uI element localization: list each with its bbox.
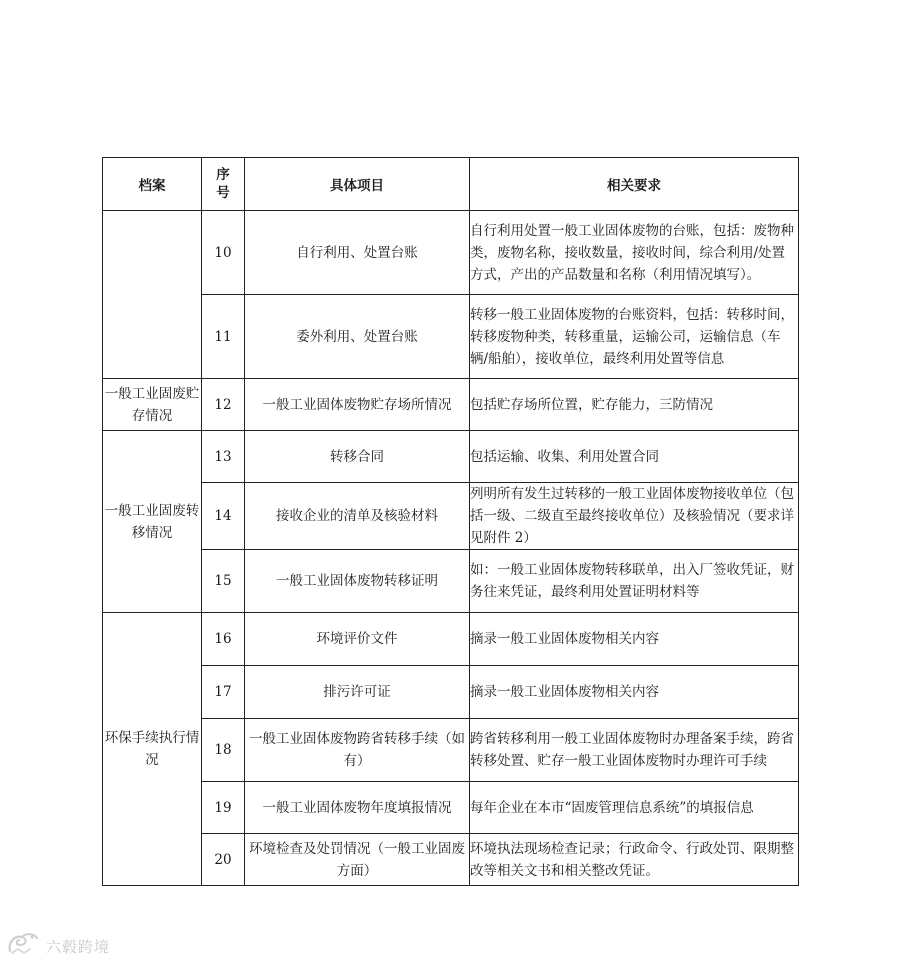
item-cell: 一般工业固体废物贮存场所情况 — [245, 379, 470, 431]
requirement-cell: 每年企业在本市“固废管理信息系统”的填报信息 — [470, 782, 799, 834]
seq-cell: 16 — [202, 613, 245, 666]
table-row — [103, 613, 799, 666]
table-row — [103, 211, 799, 295]
requirement-cell: 摘录一般工业固体废物相关内容 — [470, 666, 799, 719]
requirement-cell: 环境执法现场检查记录；行政命令、行政处罚、限期整改等相关文书和相关整改凭证。 — [470, 834, 799, 886]
archive-group-procedures: 环保手续执行情况 — [103, 613, 202, 886]
table-row — [103, 782, 799, 834]
watermark — [6, 932, 110, 960]
watermark-text: 六毂跨境 — [46, 937, 111, 956]
requirement-cell: 自行利用处置一般工业固体废物的台账，包括：废物种类，废物名称，接收数量，接收时间，综合利用/处置方式，产出的产品数量和名称（利用情况填写）。 — [470, 211, 799, 295]
table-header-row — [103, 158, 799, 211]
table-row — [103, 431, 799, 483]
seq-cell: 15 — [202, 550, 245, 613]
seq-cell: 11 — [202, 295, 245, 379]
requirement-cell: 如：一般工业固体废物转移联单，出入厂签收凭证，财务往来凭证，最终利用处置证明材料等 — [470, 550, 799, 613]
table-row — [103, 295, 799, 379]
item-cell: 一般工业固体废物转移证明 — [245, 550, 470, 613]
header-seq: 序号 — [202, 158, 245, 211]
item-cell: 环境检查及处罚情况（一般工业固废方面） — [245, 834, 470, 886]
seq-cell: 20 — [202, 834, 245, 886]
requirement-cell: 摘录一般工业固体废物相关内容 — [470, 613, 799, 666]
requirement-cell: 跨省转移利用一般工业固体废物时办理备案手续，跨省转移处置、贮存一般工业固体废物时办理许可手续 — [470, 719, 799, 782]
seq-cell: 14 — [202, 483, 245, 550]
archive-group-1 — [103, 211, 202, 379]
table-row — [103, 550, 799, 613]
requirement-cell: 列明所有发生过转移的一般工业固体废物接收单位（包括一级、二级直至最终接收单位）及核验情况（要求详见附件 2） — [470, 483, 799, 550]
table-row — [103, 483, 799, 550]
archive-group-transfer: 一般工业固废转移情况 — [103, 431, 202, 613]
requirement-cell: 包括运输、收集、利用处置合同 — [470, 431, 799, 483]
item-cell: 一般工业固体废物年度填报情况 — [245, 782, 470, 834]
requirement-cell: 包括贮存场所位置，贮存能力，三防情况 — [470, 379, 799, 431]
seq-cell: 18 — [202, 719, 245, 782]
table-row — [103, 719, 799, 782]
archive-group-storage: 一般工业固废贮存情况 — [103, 379, 202, 431]
seq-cell: 17 — [202, 666, 245, 719]
item-cell: 转移合同 — [245, 431, 470, 483]
requirements-table — [102, 157, 799, 886]
seq-cell: 10 — [202, 211, 245, 295]
header-archive: 档案 — [103, 158, 202, 211]
header-requirement: 相关要求 — [470, 158, 799, 211]
item-cell: 接收企业的清单及核验材料 — [245, 483, 470, 550]
item-cell: 一般工业固体废物跨省转移手续（如有） — [245, 719, 470, 782]
item-cell: 自行利用、处置台账 — [245, 211, 470, 295]
dragon-logo-icon — [6, 931, 40, 961]
table-row — [103, 666, 799, 719]
item-cell: 委外利用、处置台账 — [245, 295, 470, 379]
item-cell: 排污许可证 — [245, 666, 470, 719]
table-row — [103, 379, 799, 431]
table-row — [103, 834, 799, 886]
seq-cell: 13 — [202, 431, 245, 483]
seq-cell: 12 — [202, 379, 245, 431]
seq-cell: 19 — [202, 782, 245, 834]
header-item: 具体项目 — [245, 158, 470, 211]
requirement-cell: 转移一般工业固体废物的台账资料，包括：转移时间，转移废物种类，转移重量，运输公司，运输信息（车辆/船舶），接收单位，最终利用处置等信息 — [470, 295, 799, 379]
item-cell: 环境评价文件 — [245, 613, 470, 666]
